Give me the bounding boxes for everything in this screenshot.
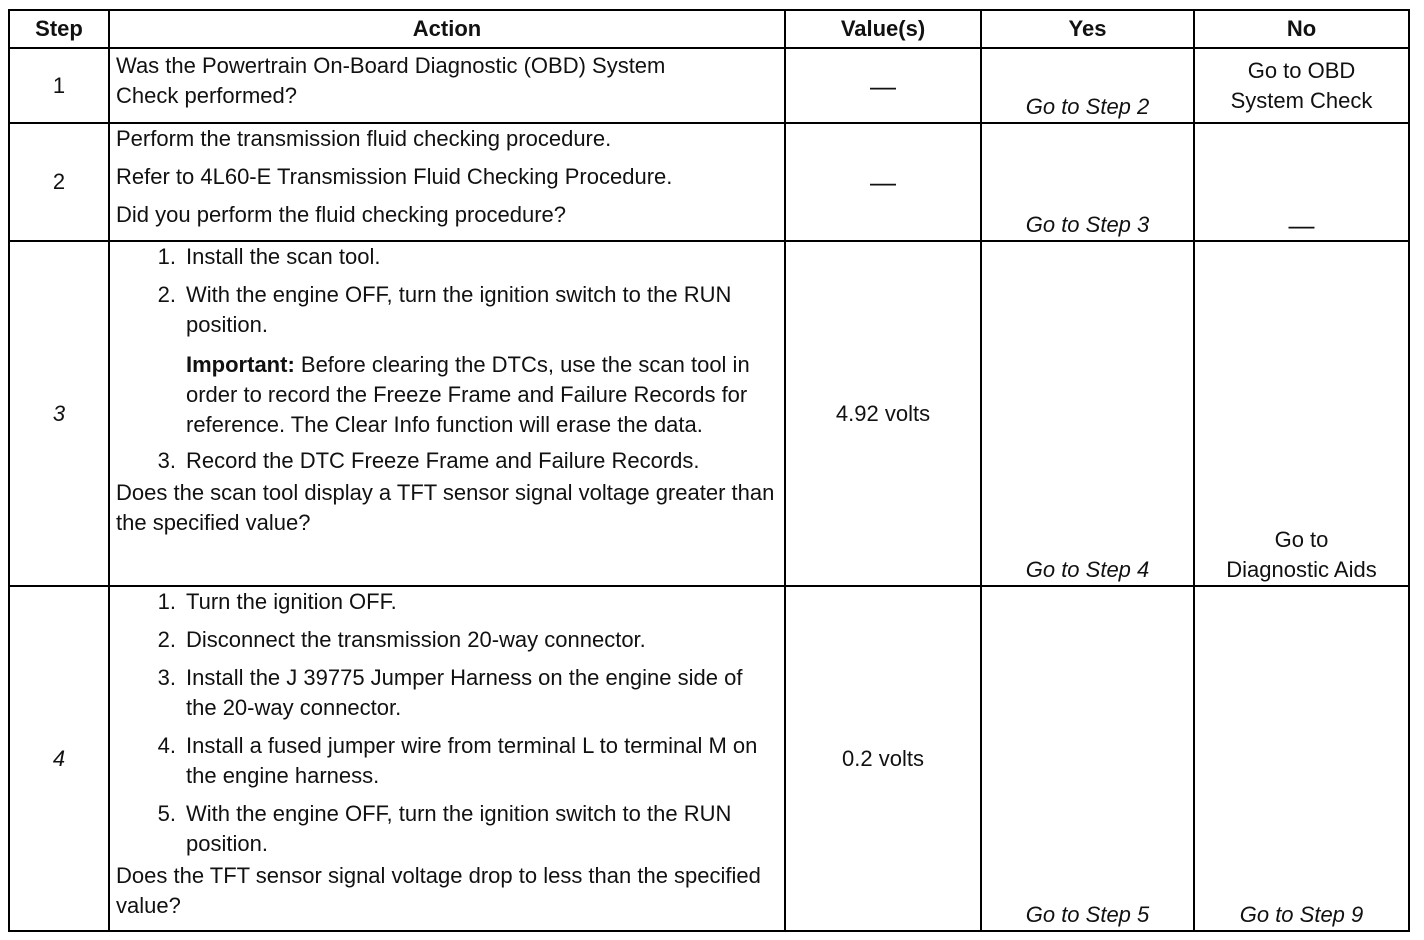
header-no: No (1194, 10, 1409, 48)
item-number: 3. (157, 665, 176, 690)
item-number: 1. (157, 589, 176, 614)
item-text: Disconnect the transmission 20-way connector. (186, 627, 646, 652)
no-cell (1194, 48, 1409, 123)
item-text: Install the scan tool. (186, 244, 381, 269)
list-item (136, 446, 778, 476)
step-number: 3 (9, 241, 109, 586)
yes-cell: Go to Step 2 (981, 48, 1194, 123)
item-number: 1. (157, 244, 176, 269)
action-cell (109, 123, 785, 241)
item-number: 2. (157, 627, 176, 652)
yes-cell: Go to Step 3 (981, 123, 1194, 241)
action-cell (109, 586, 785, 931)
action-text: Check performed? (116, 83, 297, 108)
item-number: 5. (157, 801, 176, 826)
yes-cell: Go to Step 5 (981, 586, 1194, 931)
list-item (136, 242, 778, 272)
no-text: Go to (1274, 527, 1329, 552)
list-item (136, 663, 778, 723)
table-row (9, 241, 1409, 586)
action-cell (109, 241, 785, 586)
no-text: System Check (1230, 87, 1373, 113)
procedure-list (116, 446, 778, 476)
header-row (9, 10, 1409, 48)
procedure-list (116, 242, 778, 340)
step-number: 4 (9, 586, 109, 931)
note-label: Important: (186, 352, 295, 377)
table-row (9, 48, 1409, 123)
step-number: 2 (9, 123, 109, 241)
no-cell: — (1194, 123, 1409, 241)
action-cell (109, 48, 785, 123)
item-text: With the engine OFF, turn the ignition switch to the RUN position. (186, 282, 732, 337)
table-row (9, 586, 1409, 931)
header-action: Action (109, 10, 785, 48)
item-text: Turn the ignition OFF. (186, 589, 397, 614)
action-text: Was the Powertrain On-Board Diagnostic (OBD) System (116, 53, 666, 78)
no-cell: Go to Step 9 (1194, 586, 1409, 931)
action-question: Does the TFT sensor signal voltage drop to less than the specified value? (116, 863, 761, 918)
action-question: Does the scan tool display a TFT sensor signal voltage greater than the specified value? (116, 480, 775, 535)
procedure-list (116, 587, 778, 859)
step-number: 1 (9, 48, 109, 123)
important-note (116, 350, 778, 440)
no-text: Go to OBD (1247, 57, 1356, 83)
header-values: Value(s) (785, 10, 981, 48)
item-text: With the engine OFF, turn the ignition switch to the RUN position. (186, 801, 732, 856)
value-cell: 0.2 volts (785, 586, 981, 931)
table-row (9, 123, 1409, 241)
value-cell: 4.92 volts (785, 241, 981, 586)
yes-cell: Go to Step 4 (981, 241, 1194, 586)
item-number: 2. (157, 282, 176, 307)
action-text: Perform the transmission fluid checking procedure. (116, 126, 612, 151)
no-text: Diagnostic Aids (1226, 557, 1377, 582)
header-step: Step (9, 10, 109, 48)
item-number: 3. (157, 448, 176, 473)
list-item (136, 731, 778, 791)
item-text: Record the DTC Freeze Frame and Failure Records. (186, 448, 700, 473)
action-text: Refer to 4L60-E Transmission Fluid Checking Procedure. (116, 164, 673, 189)
list-item (136, 280, 778, 340)
item-text: Install the J 39775 Jumper Harness on the engine side of the 20-way connector. (186, 665, 743, 720)
value-cell: — (785, 123, 981, 241)
diagnostic-table (8, 9, 1410, 932)
action-question: Did you perform the fluid checking procedure? (116, 202, 567, 227)
list-item (136, 799, 778, 859)
list-item (136, 587, 778, 617)
item-number: 4. (157, 733, 176, 758)
list-item (136, 625, 778, 655)
header-yes: Yes (981, 10, 1194, 48)
value-cell: — (785, 48, 981, 123)
no-cell (1194, 241, 1409, 586)
item-text: Install a fused jumper wire from terminal L to terminal M on the engine harness. (186, 733, 758, 788)
note-text: Before clearing the DTCs, use the scan tool in order to record the Freeze Frame and Failure Records for reference. The Clear Info function will erase the data. (186, 352, 750, 437)
